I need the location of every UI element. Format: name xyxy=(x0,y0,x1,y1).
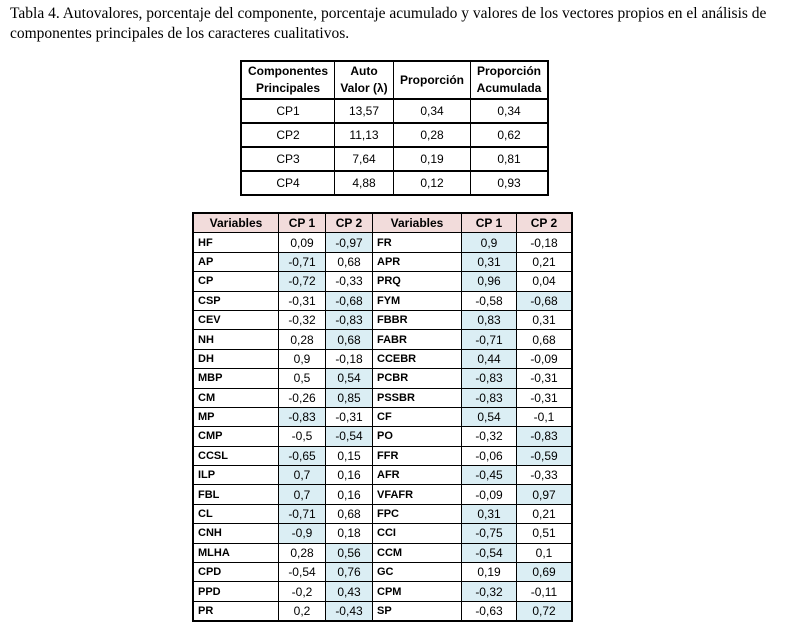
value-cell: -0,72 xyxy=(279,272,326,291)
variable-cell: HF xyxy=(193,233,279,252)
value-cell: -0,59 xyxy=(517,446,573,465)
value-cell: -0,26 xyxy=(279,388,326,407)
value-cell: -0,75 xyxy=(462,524,517,543)
variable-cell: MLHA xyxy=(193,543,279,562)
variable-cell: FABR xyxy=(373,330,462,349)
variable-cell: AP xyxy=(193,252,279,271)
variable-cell: APR xyxy=(373,252,462,271)
value-cell: 0,04 xyxy=(517,272,573,291)
value-cell: -0,83 xyxy=(326,310,373,329)
value-cell: -0,43 xyxy=(326,601,373,621)
value-cell: -0,97 xyxy=(326,233,373,252)
variable-cell: FPC xyxy=(373,504,462,523)
table-row xyxy=(193,427,572,446)
value-cell: 0,44 xyxy=(462,349,517,368)
variable-cell: PCBR xyxy=(373,369,462,388)
table-cell: CP3 xyxy=(241,147,335,171)
value-cell: -0,83 xyxy=(462,388,517,407)
value-cell: -0,33 xyxy=(517,466,573,485)
table-cell: 0,28 xyxy=(394,123,471,147)
table-row xyxy=(193,446,572,465)
table-cell: CP2 xyxy=(241,123,335,147)
variable-cell: FYM xyxy=(373,291,462,310)
value-cell: 0,1 xyxy=(517,543,573,562)
value-cell: -0,54 xyxy=(326,427,373,446)
variable-cell: PO xyxy=(373,427,462,446)
value-cell: 0,18 xyxy=(326,524,373,543)
value-cell: -0,68 xyxy=(517,291,573,310)
header-cp1-2: CP 1 xyxy=(462,213,517,233)
value-cell: -0,71 xyxy=(279,504,326,523)
value-cell: 0,19 xyxy=(462,563,517,582)
header-componentes: Componentes Principales xyxy=(241,61,335,99)
value-cell: 0,83 xyxy=(462,310,517,329)
variable-cell: CCM xyxy=(373,543,462,562)
variable-cell: GC xyxy=(373,563,462,582)
variable-cell: CCSL xyxy=(193,446,279,465)
variable-cell: CCEBR xyxy=(373,349,462,368)
header-cp2: CP 2 xyxy=(326,213,373,233)
value-cell: -0,71 xyxy=(462,330,517,349)
variable-cell: CSP xyxy=(193,291,279,310)
value-cell: -0,18 xyxy=(326,349,373,368)
table-cell: CP1 xyxy=(241,99,335,123)
value-cell: 0,28 xyxy=(279,330,326,349)
value-cell: 0,21 xyxy=(517,504,573,523)
table-cell: 0,34 xyxy=(394,99,471,123)
table-row xyxy=(193,310,572,329)
value-cell: -0,18 xyxy=(517,233,573,252)
table-cell: 4,88 xyxy=(335,171,394,195)
variable-cell: FBL xyxy=(193,485,279,504)
table-row xyxy=(241,171,548,195)
header-proporcion: Proporción xyxy=(394,61,471,99)
variable-cell: ILP xyxy=(193,466,279,485)
value-cell: -0,06 xyxy=(462,446,517,465)
table-row xyxy=(193,601,572,621)
table-row xyxy=(193,563,572,582)
value-cell: -0,54 xyxy=(279,563,326,582)
value-cell: 0,16 xyxy=(326,485,373,504)
header-cp2-2: CP 2 xyxy=(517,213,573,233)
variable-cell: PPD xyxy=(193,582,279,601)
value-cell: 0,9 xyxy=(279,349,326,368)
value-cell: -0,32 xyxy=(462,582,517,601)
value-cell: 0,7 xyxy=(279,466,326,485)
table-cell: 0,34 xyxy=(471,99,549,123)
variable-cell: FBBR xyxy=(373,310,462,329)
value-cell: -0,83 xyxy=(462,369,517,388)
value-cell: 0,68 xyxy=(517,330,573,349)
value-cell: -0,5 xyxy=(279,427,326,446)
value-cell: -0,71 xyxy=(279,252,326,271)
table-cell: 0,62 xyxy=(471,123,549,147)
table-cell: CP4 xyxy=(241,171,335,195)
variable-cell: CPD xyxy=(193,563,279,582)
table-row xyxy=(241,123,548,147)
variable-cell: CEV xyxy=(193,310,279,329)
value-cell: 0,54 xyxy=(462,407,517,426)
table-row xyxy=(193,349,572,368)
header-cp1: CP 1 xyxy=(279,213,326,233)
value-cell: 0,5 xyxy=(279,369,326,388)
variable-cell: CP xyxy=(193,272,279,291)
value-cell: -0,31 xyxy=(517,369,573,388)
table-row xyxy=(241,147,548,171)
value-cell: 0,7 xyxy=(279,485,326,504)
value-cell: 0,96 xyxy=(462,272,517,291)
value-cell: 0,76 xyxy=(326,563,373,582)
value-cell: -0,32 xyxy=(279,310,326,329)
value-cell: 0,51 xyxy=(517,524,573,543)
table-caption: Tabla 4. Autovalores, porcentaje del componente, porcentaje acumulado y valores de los vectores propios en el análisis de componentes principales de los caracteres cualitativos. xyxy=(10,5,767,42)
value-cell: -0,45 xyxy=(462,466,517,485)
value-cell: -0,2 xyxy=(279,582,326,601)
variable-cell: DH xyxy=(193,349,279,368)
value-cell: -0,33 xyxy=(326,272,373,291)
variable-cell: NH xyxy=(193,330,279,349)
value-cell: 0,31 xyxy=(462,252,517,271)
table-row xyxy=(193,485,572,504)
variable-cell: CF xyxy=(373,407,462,426)
value-cell: 0,43 xyxy=(326,582,373,601)
value-cell: 0,54 xyxy=(326,369,373,388)
variable-cell: CMP xyxy=(193,427,279,446)
value-cell: -0,31 xyxy=(517,388,573,407)
value-cell: -0,63 xyxy=(462,601,517,621)
value-cell: -0,9 xyxy=(279,524,326,543)
eigenvalue-table xyxy=(240,60,549,196)
variable-cell: CM xyxy=(193,388,279,407)
table-row xyxy=(193,291,572,310)
table-row xyxy=(193,252,572,271)
value-cell: -0,11 xyxy=(517,582,573,601)
value-cell: 0,72 xyxy=(517,601,573,621)
value-cell: 0,21 xyxy=(517,252,573,271)
value-cell: -0,83 xyxy=(517,427,573,446)
variable-cell: MP xyxy=(193,407,279,426)
value-cell: 0,31 xyxy=(462,504,517,523)
header-variables: Variables xyxy=(193,213,279,233)
value-cell: 0,56 xyxy=(326,543,373,562)
value-cell: -0,32 xyxy=(462,427,517,446)
value-cell: -0,83 xyxy=(279,407,326,426)
variable-cell: PRQ xyxy=(373,272,462,291)
table-cell: 0,93 xyxy=(471,171,549,195)
variable-cell: FR xyxy=(373,233,462,252)
variable-cell: FFR xyxy=(373,446,462,465)
value-cell: 0,85 xyxy=(326,388,373,407)
table-row xyxy=(193,369,572,388)
table-row xyxy=(193,524,572,543)
table-row xyxy=(193,233,572,252)
header-autovalor: Auto Valor (λ) xyxy=(335,61,394,99)
header-variables-2: Variables xyxy=(373,213,462,233)
table-row xyxy=(193,272,572,291)
value-cell: 0,68 xyxy=(326,330,373,349)
table-cell: 0,19 xyxy=(394,147,471,171)
variable-cell: PSSBR xyxy=(373,388,462,407)
table-cell: 11,13 xyxy=(335,123,394,147)
table-cell: 0,81 xyxy=(471,147,549,171)
value-cell: -0,58 xyxy=(462,291,517,310)
value-cell: -0,65 xyxy=(279,446,326,465)
variable-cell: AFR xyxy=(373,466,462,485)
value-cell: 0,16 xyxy=(326,466,373,485)
variable-cell: CPM xyxy=(373,582,462,601)
value-cell: 0,15 xyxy=(326,446,373,465)
table-cell: 13,57 xyxy=(335,99,394,123)
table-row xyxy=(193,582,572,601)
table-cell: 7,64 xyxy=(335,147,394,171)
value-cell: -0,54 xyxy=(462,543,517,562)
table-row xyxy=(193,330,572,349)
variable-cell: CNH xyxy=(193,524,279,543)
table-row xyxy=(193,504,572,523)
value-cell: 0,68 xyxy=(326,252,373,271)
value-cell: -0,09 xyxy=(462,485,517,504)
eigenvector-table xyxy=(192,212,573,622)
eigenvector-table-header xyxy=(193,213,572,233)
variable-cell: SP xyxy=(373,601,462,621)
value-cell: 0,09 xyxy=(279,233,326,252)
value-cell: -0,31 xyxy=(279,291,326,310)
value-cell: 0,2 xyxy=(279,601,326,621)
eigenvalue-table-header xyxy=(241,61,548,99)
value-cell: 0,68 xyxy=(326,504,373,523)
value-cell: -0,31 xyxy=(326,407,373,426)
variable-cell: VFAFR xyxy=(373,485,462,504)
table-row xyxy=(241,99,548,123)
table-row xyxy=(193,388,572,407)
variable-cell: CL xyxy=(193,504,279,523)
variable-cell: CCI xyxy=(373,524,462,543)
table-row xyxy=(193,466,572,485)
value-cell: -0,68 xyxy=(326,291,373,310)
value-cell: 0,97 xyxy=(517,485,573,504)
variable-cell: PR xyxy=(193,601,279,621)
value-cell: 0,9 xyxy=(462,233,517,252)
value-cell: 0,28 xyxy=(279,543,326,562)
value-cell: 0,69 xyxy=(517,563,573,582)
value-cell: 0,31 xyxy=(517,310,573,329)
value-cell: -0,1 xyxy=(517,407,573,426)
variable-cell: MBP xyxy=(193,369,279,388)
header-proporcion-acumulada: Proporción Acumulada xyxy=(471,61,549,99)
table-cell: 0,12 xyxy=(394,171,471,195)
value-cell: -0,09 xyxy=(517,349,573,368)
table-row xyxy=(193,407,572,426)
table-row xyxy=(193,543,572,562)
